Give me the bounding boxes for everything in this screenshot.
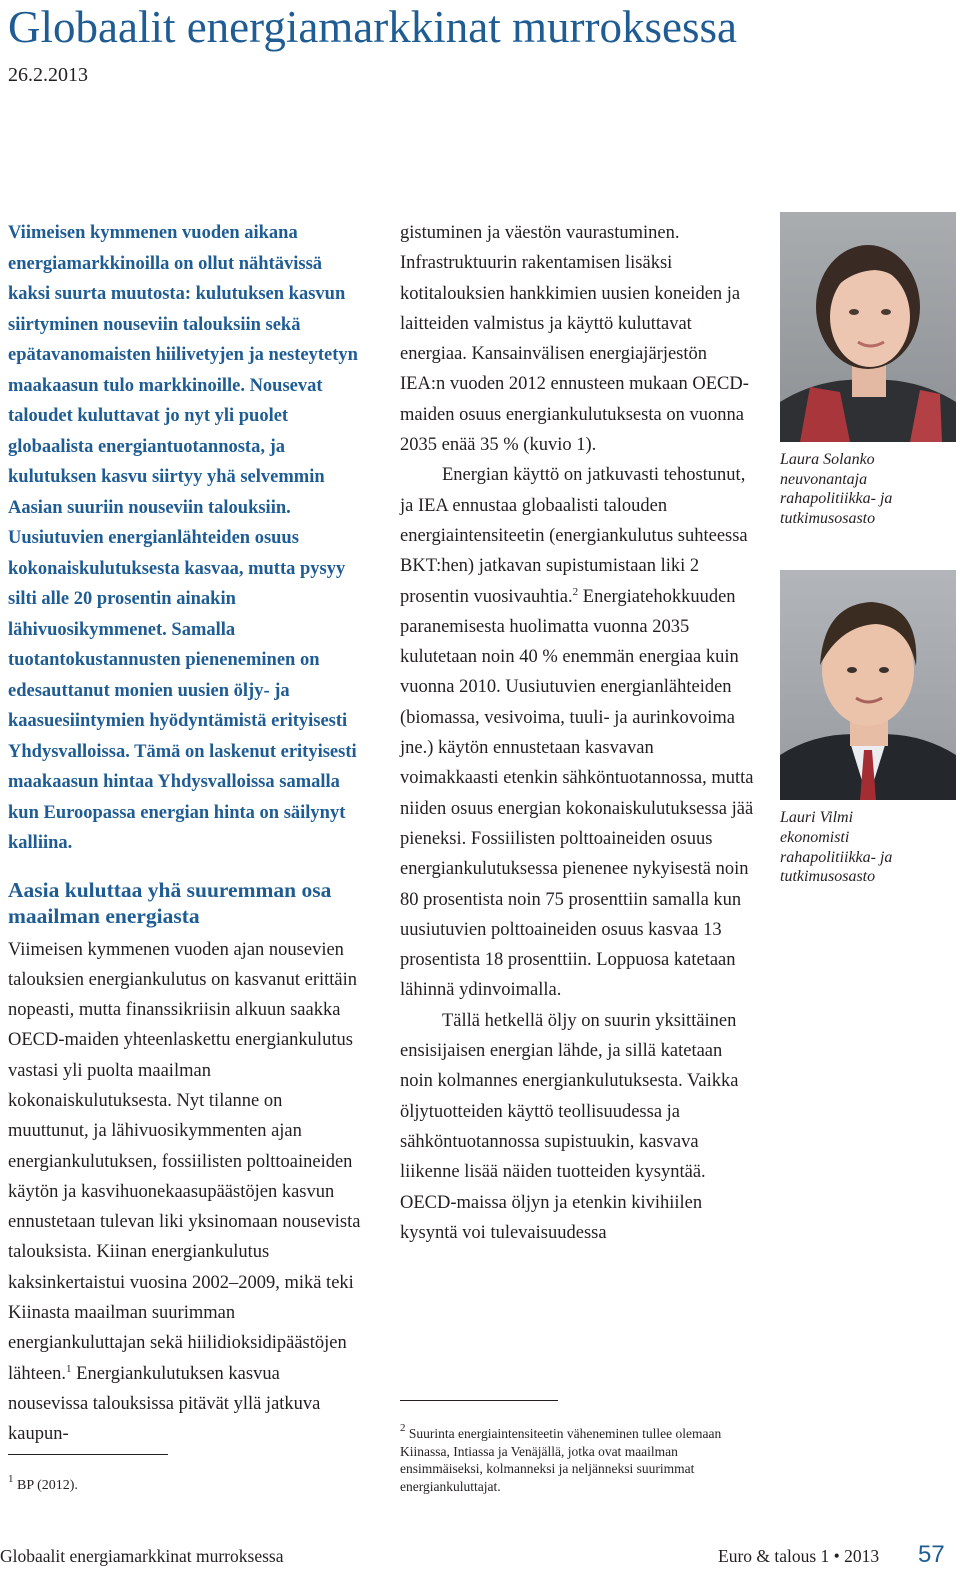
- section-heading: Aasia kuluttaa yhä suuremman osa maailman energiasta: [8, 877, 332, 928]
- footnote-1: [8, 1473, 78, 1494]
- author-unit: rahapolitiikka- ja tutkimusosasto: [780, 848, 893, 886]
- middle-column: [400, 218, 756, 1248]
- footnote-mark: 2: [400, 1422, 406, 1434]
- lead-paragraph: Viimeisen kymmenen vuoden aikana energiamarkkinoilla on ollut nähtävissä kaksi suurta muutosta: kulutuksen kasvun siirtyminen nouseviin talouksiin sekä epätavanomaisten hiilivetyjen ja nesteytetyn maakaasun tulo markkinoille. Nousevat taloudet kuluttavat jo nyt yli puolet globaalista energiantuotannosta, ja kulutuksen kasvu siirtyy yhä selvemmin Aasian suuriin nouseviin talouksiin. Uusiutuvien energianlähteiden osuus kokonaiskulutuksesta kasvaa, mutta pysyy silti alle 20 prosentin ainakin lähivuosikymmenet. Samalla tuotantokustannusten pieneneminen on edesauttanut monien uusien öljy- ja kaasuesiintymien hyödyntämistä erityisesti Yhdysvalloissa. Tämä on laskenut erityisesti maakaasun hintaa Yhdysvalloissa samalla kun Euroopassa energian hinta on säilynyt kalliina.: [8, 223, 358, 853]
- footer-magazine: Euro & talous 1 • 2013: [718, 1546, 880, 1566]
- body-text-part: Energian käyttö on jatkuvasti tehostunut, ja IEA ennustaa globaalisti talouden energiaintensiteetin (energiankulutus suhteessa BKT:hen) jatkavan supistumistaan liki 2 prosentin vuosivauhtia.: [400, 465, 748, 607]
- author-caption: [780, 450, 956, 528]
- article-title: Globaalit energiamarkkinat murroksessa: [8, 2, 737, 52]
- portrait-man-icon: [780, 570, 956, 800]
- footnote-rule: [400, 1400, 558, 1401]
- footnote-ref-1[interactable]: 1: [66, 1362, 72, 1375]
- body-paragraph: [8, 935, 363, 1450]
- author-name: Lauri Vilmi: [780, 809, 854, 827]
- author-photo-lauri-vilmi: [780, 570, 956, 800]
- body-paragraph: [400, 460, 756, 1005]
- author-name: Laura Solanko: [780, 451, 875, 468]
- footnote-2: [400, 1422, 760, 1495]
- body-text-part: Energiatehokkuuden paranemisesta huolimatta vuonna 2035 kulutetaan noin 40 % enemmän energiaa kuin vuonna 2010. Uusiutuvien energianlähteiden (biomassa, vesivoima, tuuli- ja aurinkovoima jne.) käytön ennustetaan kasvavan voimakkaasti etenkin sähköntuotannossa, mutta niiden osuus energian kokonaiskulutuksessa jää pieneksi. Fossiilisten polttoaineiden osuus energiankulutuksessa pienenee nykyisestä noin 80 prosentista noin 75 prosenttiin samalla kun uusiutuvien polttoaineiden osuus kasvaa 13 prosentista 18 prosenttiin. Loppuosa katetaan lähinnä ydinvoimalla.: [400, 586, 754, 1001]
- page-number: 57: [918, 1541, 945, 1568]
- author-role: ekonomisti: [780, 828, 850, 846]
- author-unit: rahapolitiikka- ja tutkimusosasto: [780, 490, 893, 527]
- footnote-mark: 1: [8, 1473, 14, 1485]
- portrait-woman-icon: [780, 212, 956, 442]
- body-paragraph: gistuminen ja väestön vaurastuminen. Infrastruktuurin rakentamisen lisäksi kotitalouksien hankkimien uusien koneiden ja laitteiden valmistus ja käyttö kuluttavat energiaa. Kansainvälisen energiajärjestön IEA:n vuoden 2012 ennusteen mukaan OECD-maiden osuus energiankulutuksesta on vuonna 2035 enää 35 % (kuvio 1).: [400, 223, 749, 456]
- body-text-part: Viimeisen kymmenen vuoden ajan nousevien talouksien energiankulutus on kasvanut erittäin nopeasti, mutta finanssikriisin alkuun saakka OECD-maiden yhteenlaskettu energiankulutus vastasi yli puolta maailman kokonaiskulutuksesta. Nyt tilanne on muuttunut, ja lähivuosikymmenten ajan energiankulutuksen, fossiilisten polttoaineiden käytön ja kasvihuonekaasupäästöjen kasvun ennustetaan tulevan liki yksinomaan nousevista talouksista. Kiinan energiankulutus kaksinkertaistui vuosina 2002–2009, mikä teki Kiinasta maailman suurimman energiankuluttajan sekä hiilidioksidipäästöjen lähteen.: [8, 939, 361, 1384]
- body-text-part: Energiankulutuksen kasvua nousevissa talouksissa pitävät yllä jatkuva kaupun-: [8, 1363, 321, 1445]
- left-column: [8, 218, 363, 1450]
- article-date: 26.2.2013: [8, 64, 88, 86]
- author-photo-laura-solanko: [780, 212, 956, 442]
- footnote-rule: [8, 1454, 168, 1455]
- author-caption: [780, 808, 956, 886]
- footer-section-title: Globaalit energiamarkkinat murroksessa: [0, 1546, 284, 1566]
- author-role: neuvonantaja: [780, 470, 868, 488]
- authors-column: [780, 212, 956, 887]
- footnote-text: BP (2012).: [17, 1478, 78, 1493]
- footnote-ref-2[interactable]: 2: [572, 585, 579, 598]
- footnote-text: Suurinta energiaintensiteetin väheneminen tullee olemaan Kiinassa, Intiassa ja Venäjällä, jotka ovat maailman ensimmäiseksi, kolmanneksi ja neljänneksi suurimmat energiankuluttajat.: [400, 1426, 722, 1494]
- body-paragraph: Tällä hetkellä öljy on suurin yksittäinen ensisijaisen energian lähde, ja sillä katetaan noin kolmannes energiankulutuksesta. Vaikka öljytuotteiden käyttö teollisuudessa ja sähköntuotannossa supistuukin, kasvava liikenne lisää näiden tuotteiden kysyntää. OECD-maissa öljyn ja etenkin kivihiilen kysyntä voi tulevaisuudessa: [400, 1010, 739, 1243]
